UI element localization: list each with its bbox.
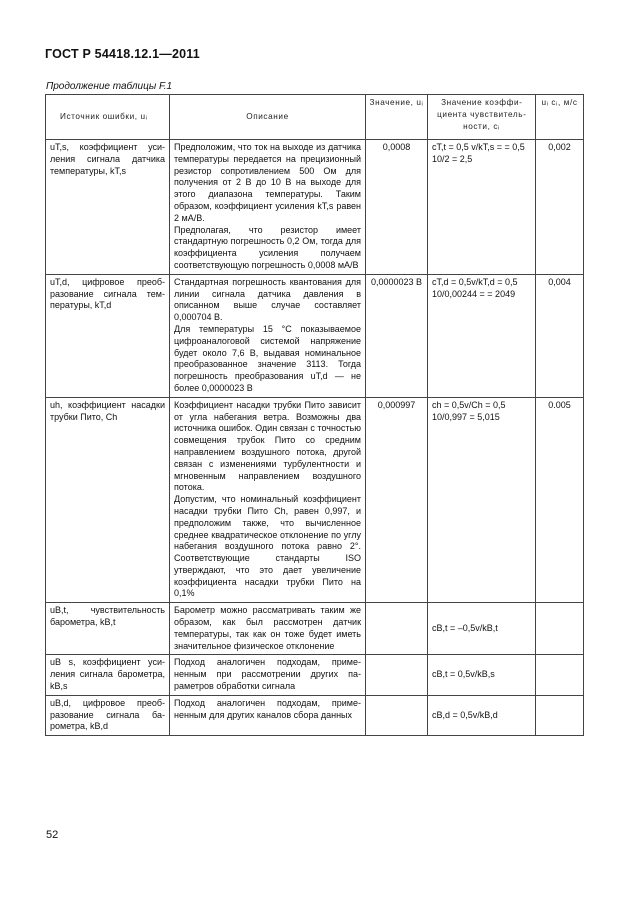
description-paragraph: Для температуры 15 °С показываемое цифроаналоговой системой напряжение будет около 7,6 В, выдавая номинальное преобразованное значение 3113. Тогда погрешность преобразования uT,d — не более 0,0000023 В [174,323,361,393]
document-header: ГОСТ Р 54418.12.1—2011 [45,47,200,61]
description-paragraph: Барометр можно рассматривать таким же образом, как был рассмотрен датчик температуры, так как он тоже будет иметь значительное физическое отклонение [174,605,361,651]
cell-uc: 0,002 [536,140,584,275]
table-row [46,655,584,695]
cell-description [170,603,366,655]
cell-description [170,655,366,695]
page-number: 52 [46,829,59,841]
cell-value [366,603,428,655]
cell-description [170,695,366,735]
col-header-coefficient: Значение коэффициента чувствительности, cᵢ [428,95,536,140]
cell-description [170,274,366,397]
table-row [46,603,584,655]
cell-source: uT,s, коэффициент усиления сигнала датчика температуры, kT,s [46,140,170,275]
cell-coefficient: cB,t = –0,5v/kB,t [428,603,536,655]
cell-coefficient: cT,d = 0,5v/kT,d = 0,5 10/0,00244 = = 2049 [428,274,536,397]
cell-coefficient: ch = 0,5v/Ch = 0,5 10/0,997 = 5,015 [428,397,536,603]
table-row [46,397,584,603]
table-row [46,274,584,397]
cell-value: 0,0008 [366,140,428,275]
cell-coefficient: cB,t = 0,5v/kB,s [428,655,536,695]
cell-value: 0,000997 [366,397,428,603]
cell-value [366,655,428,695]
description-paragraph: Предполагая, что резистор имеет стандартную погрешность 0,2 Ом, тогда для коэффициента усиления получаем соответствующую погрешность 0,0008 мА/В [174,224,361,270]
cell-uc [536,603,584,655]
col-header-value: Значение, uᵢ [366,95,428,140]
cell-source: uB s, коэффициент усиления сигнала барометра, kB,s [46,655,170,695]
cell-description [170,397,366,603]
table-row [46,695,584,735]
cell-description [170,140,366,275]
description-paragraph: Стандартная погрешность квантования для линии сигнала датчика давления в описанном выше случае составляет 0,000704 В. [174,276,361,323]
description-paragraph: Предположим, что ток на выходе из датчика температуры передается на прецизионный резистор сопротивлением 500 Ом для получения от 2 В до 10 В на выходе для этого диапазона температуры. Таким образом, коэффициент усиления kT,s равен 2 мА/В. [174,142,361,223]
col-header-source: Источник ошибки, uᵢ [46,95,170,140]
table-header-row [46,95,584,140]
uncertainty-table [45,94,584,736]
cell-source: uB,d, цифровое преобразование сигнала барометра, kB,d [46,695,170,735]
cell-coefficient: cT,t = 0,5 v/kT,s = = 0,5 10/2 = 2,5 [428,140,536,275]
cell-uc [536,655,584,695]
cell-uc: 0,004 [536,274,584,397]
table-row [46,140,584,275]
cell-source: uh, коэффициент насадки трубки Пито, Ch [46,397,170,603]
cell-source: uB,t, чувствительность барометра, kB,t [46,603,170,655]
table-caption: Продолжение таблицы F.1 [46,81,173,92]
cell-uc: 0.005 [536,397,584,603]
cell-source: uT,d, цифровое преобразование сигнала температуры, kT,d [46,274,170,397]
description-paragraph: Коэффициент насадки трубки Пито зависит от угла набегания ветра. Возможны два источника ошибок. Один связан с точностью совмещения трубок Пито со средним направлением воздушного потока, другой связан с изменениями турбулентности и мгновенным направлением воздушного потока. [174,399,361,493]
description-paragraph: Подход аналогичен подходам, примененным для других каналов сбора данных [174,697,361,720]
description-paragraph: Допустим, что номинальный коэффициент насадки трубки Пито Ch, равен 0,997, и предположим также, что вычисленное среднее квадратическое отклонение по углу набегания воздушного потока равно 2°. Соответствующие стандарты ISO утверждают, что это дает увеличение коэффициента насадки трубки Пито на 0,1% [174,494,361,599]
cell-uc [536,695,584,735]
col-header-uc: uᵢ cᵢ, м/с [536,95,584,140]
col-header-description: Описание [170,95,366,140]
description-paragraph: Подход аналогичен подходам, примененным при рассмотрении других параметров обработки сигнала [174,657,361,692]
cell-coefficient: cB,d = 0,5v/kB,d [428,695,536,735]
cell-value: 0,0000023 В [366,274,428,397]
cell-value [366,695,428,735]
